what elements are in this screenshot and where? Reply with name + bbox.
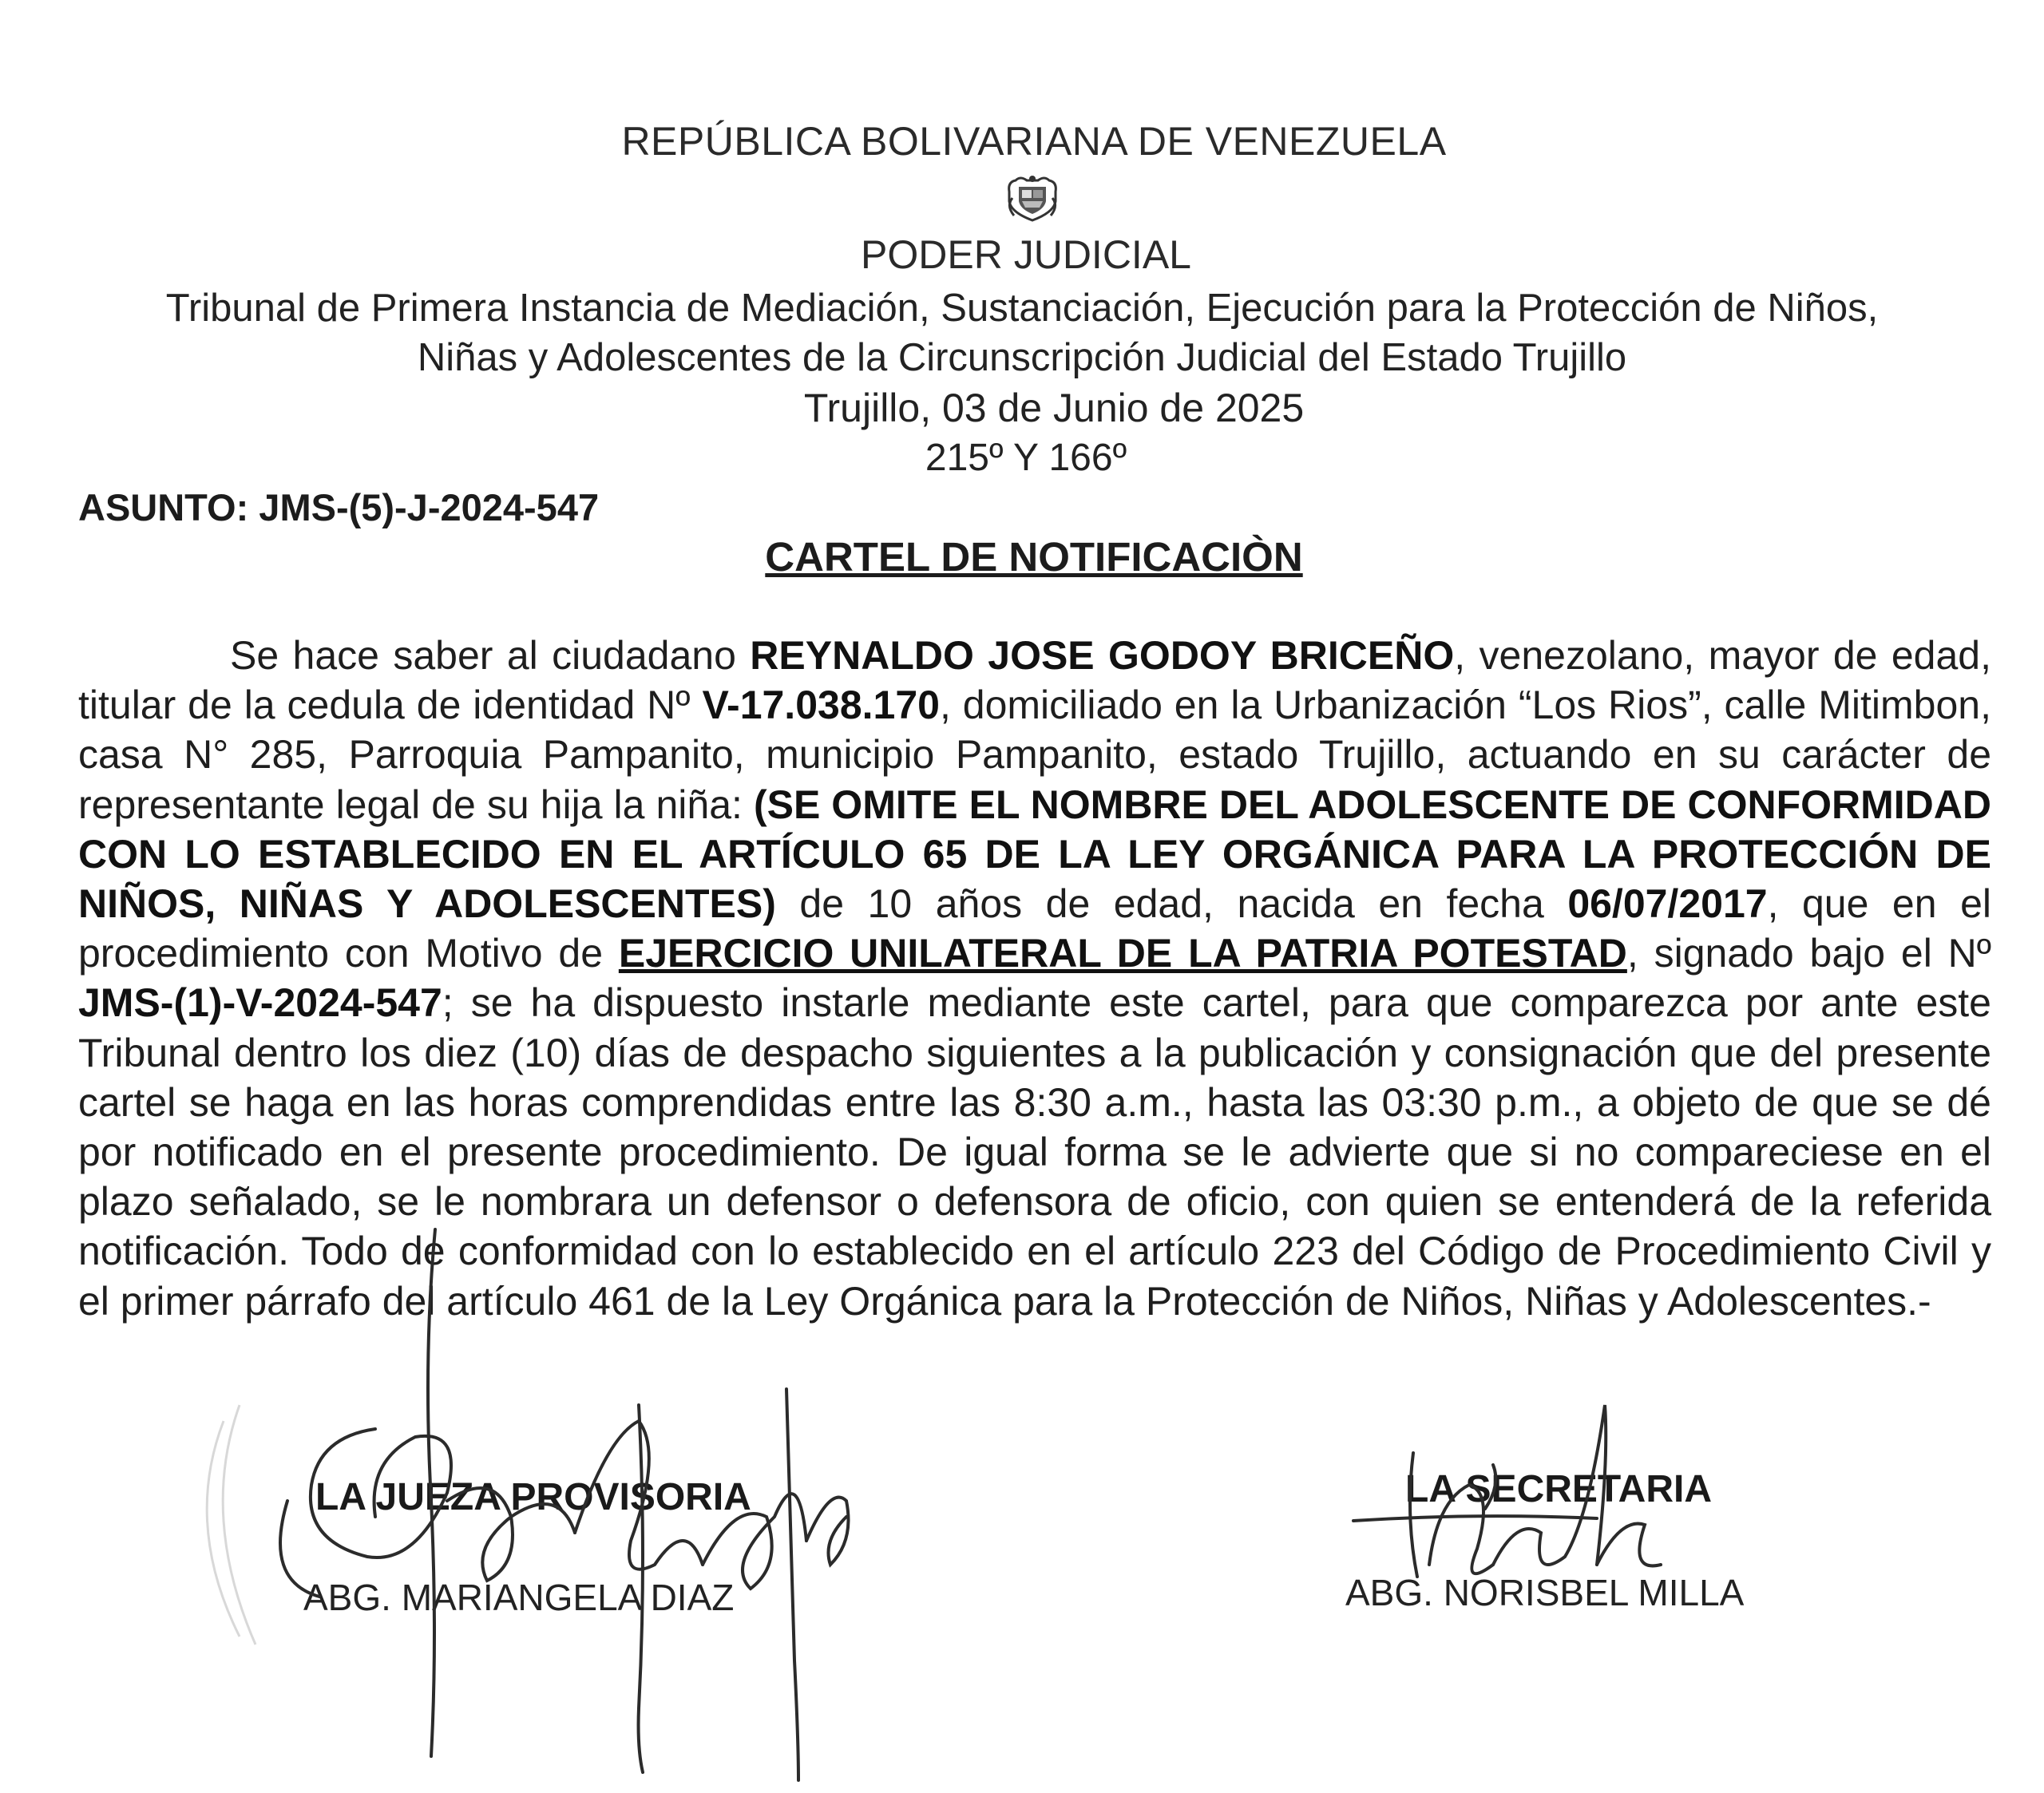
secretary-title: LA SECRETARIA: [1405, 1468, 1712, 1510]
case-number: JMS-(1)-V-2024-547: [78, 980, 442, 1026]
name-omission-note: (SE OMITE EL NOMBRE DEL ADOLESCENTE DE CONFORMIDAD CON LO ESTABLECIDO EN EL ARTÍCULO 65 DE LA LEY ORGÁNICA PARA LA PROTECCIÓN DE NIÑOS, NIÑAS Y ADOLESCENTES): [78, 782, 1991, 927]
republica-heading: REPÚBLICA BOLIVARIANA DE VENEZUELA: [621, 119, 1447, 164]
document-title: CARTEL DE NOTIFICACIÒN: [765, 534, 1303, 580]
stamp-seal: [207, 1405, 256, 1645]
body-part-4: de 10 años de edad, nacida en fecha: [775, 881, 1568, 927]
case-motive: EJERCICIO UNILATERAL DE LA PATRIA POTESTAD: [618, 931, 1627, 976]
tribunal-line-2: Niñas y Adolescentes de la Circunscripción Judicial del Estado Trujillo: [417, 336, 1627, 379]
tribunal-line-1: Tribunal de Primera Instancia de Mediación, Sustanciación, Ejecución para la Protección de Niños,: [165, 287, 1879, 330]
years-reference: 215º Y 166º: [925, 437, 1127, 479]
birth-date: 06/07/2017: [1567, 881, 1768, 927]
coat-of-arms-icon: [1004, 174, 1060, 224]
poder-judicial-heading: PODER JUDICIAL: [861, 232, 1191, 277]
body-part-5: , que en el procedimiento con Motivo de: [78, 881, 1991, 976]
body-part-7: ; se ha dispuesto instarle mediante este cartel, para que comparezca por ante este Tribunal dentro los diez (10) días de despacho siguientes a la publicación y consignación que del presente cartel se haga en las horas comprendidas entre las 8:30 a.m., hasta las 03:30 p.m., a objeto de que se dé por notificado en el presente procedimiento. De igual forma se le advierte que si no compareciese en el plazo señalado, se le nombrara un defensor o defensora de oficio, con quien se entenderá de la referida notificación. Todo de conformidad con lo establecido en el artículo 223 del Código de Procedimiento Civil y el primer párrafo del artículo 461 de la Ley Orgánica para la Protección de Niños, Niñas y Adolescentes.-: [78, 980, 1991, 1324]
asunto-reference: ASUNTO: JMS-(5)-J-2024-547: [78, 486, 600, 528]
body-part-3: , domiciliado en la Urbanización “Los Rios”, calle Mitimbon, casa N° 285, Parroquia Pampanito, municipio Pampanito, estado Trujillo, actuando en su carácter de representante legal de su hija la niña:: [78, 683, 1991, 827]
id-number: V-17.038.170: [702, 683, 940, 728]
body-intro: Se hace saber al ciudadano: [230, 633, 751, 678]
body-part-2: , venezolano, mayor de edad, titular de la cedula de identidad Nº: [78, 633, 1991, 728]
notification-body: [78, 631, 1991, 1326]
judge-title: LA JUEZA PROVISORIA: [315, 1476, 751, 1518]
secretary-name: ABG. NORISBEL MILLA: [1345, 1572, 1745, 1613]
body-part-6: , signado bajo el Nº: [1626, 931, 1992, 976]
document-date: Trujillo, 03 de Junio de 2025: [803, 386, 1305, 430]
judge-name: ABG. MARIANGELA DIAZ: [303, 1577, 735, 1618]
citizen-name: REYNALDO JOSE GODOY BRICEÑO: [750, 633, 1455, 678]
